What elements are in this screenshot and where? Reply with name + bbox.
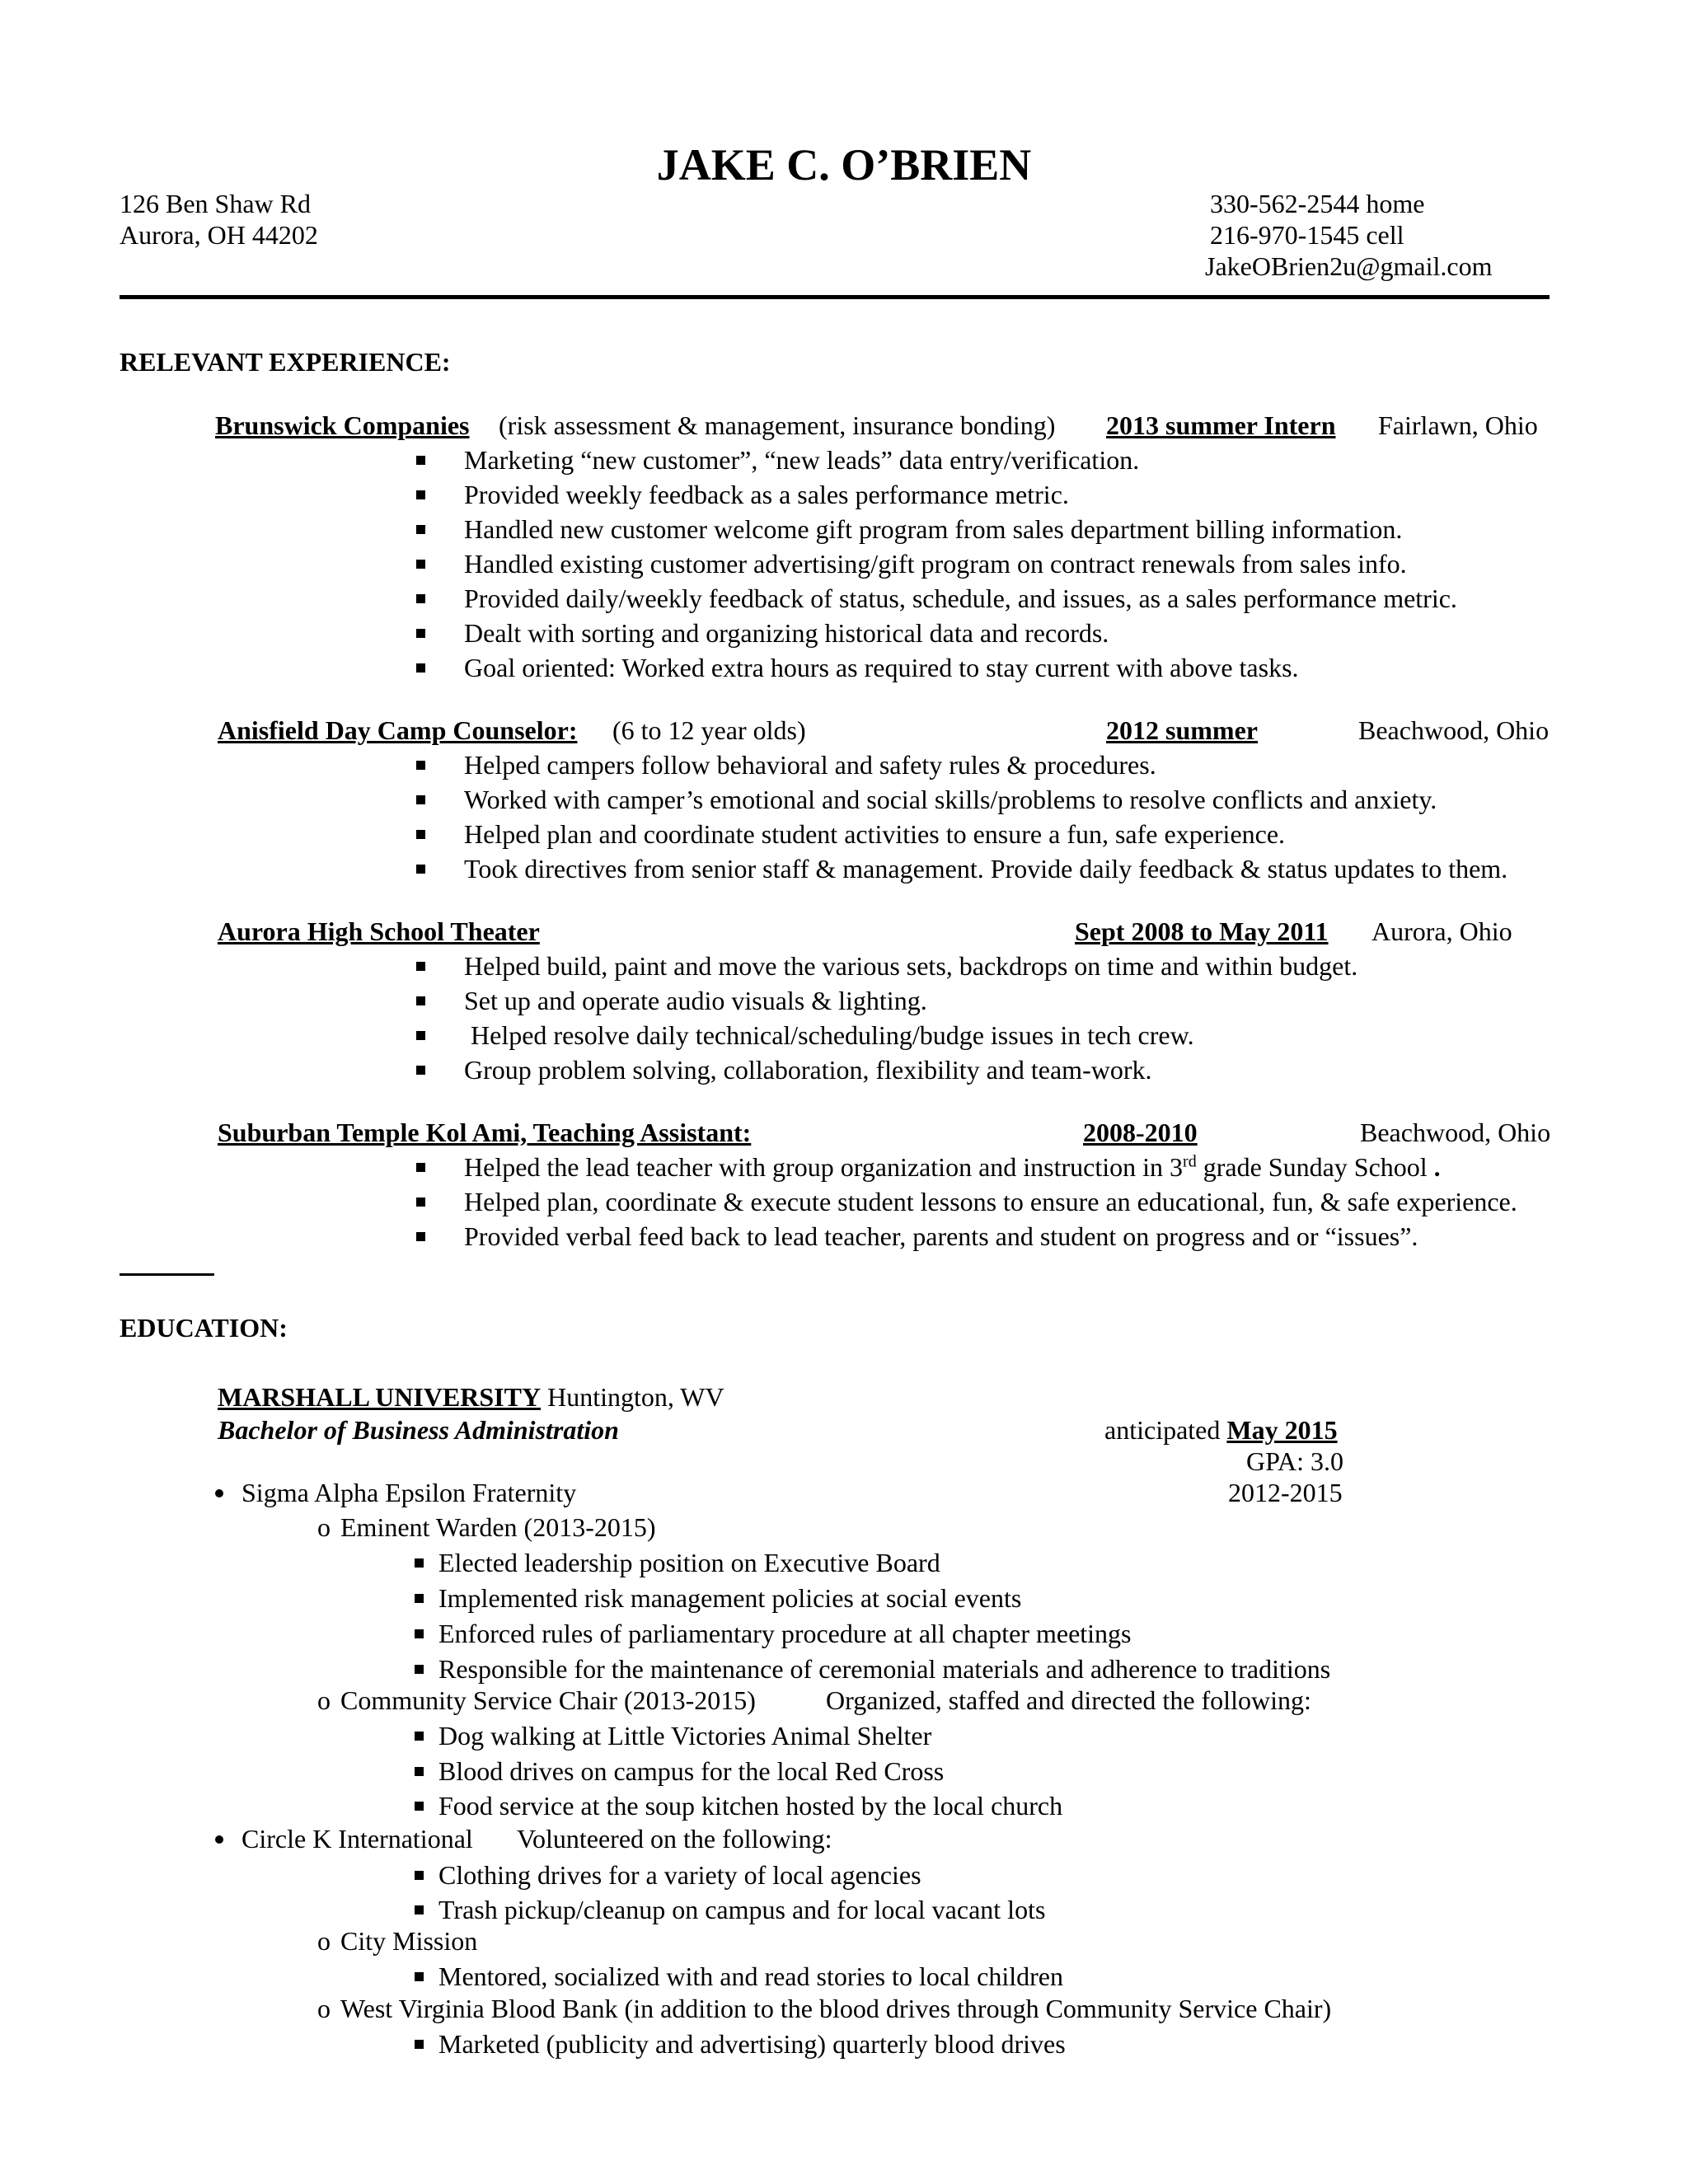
job-company: Brunswick Companies (215, 410, 470, 440)
square-bullet-icon (415, 1594, 424, 1603)
list-item-text: Mentored, socialized with and read stories to local children (438, 1961, 1063, 1991)
list-item (415, 1790, 424, 1821)
list-item-text: Food service at the soup kitchen hosted by the local church (438, 1791, 1063, 1821)
list-item (416, 1054, 425, 1085)
circle-bullet-icon: o (317, 1685, 331, 1715)
address-line-1: 126 Ben Shaw Rd (120, 189, 311, 218)
list-item (416, 1221, 425, 1252)
list-item (415, 1894, 424, 1925)
list-item (415, 2028, 424, 2060)
square-bullet-icon (415, 1629, 424, 1638)
list-item (415, 1755, 424, 1787)
job-date: 2008-2010 (1083, 1118, 1198, 1147)
list-item (415, 1961, 424, 1992)
list-item-text: Worked with camper’s emotional and social skills/problems to resolve conflicts and anxiety. (464, 785, 1437, 814)
section-divider (120, 1273, 214, 1276)
square-bullet-icon (416, 865, 425, 874)
list-item-text: Responsible for the maintenance of ceremonial materials and adherence to traditions (438, 1654, 1331, 1684)
list-item (415, 1653, 424, 1685)
list-item-text: Provided weekly feedback as a sales performance metric. (464, 480, 1069, 509)
job-date: Sept 2008 to May 2011 (1075, 916, 1329, 946)
list-item-text: Took directives from senior staff & management. Provide daily feedback & status updates to them. (464, 854, 1508, 883)
list-item (416, 749, 425, 780)
list-item (416, 617, 425, 649)
anticipated-label: anticipated (1104, 1415, 1227, 1445)
list-item-text: Elected leadership position on Executive Board (438, 1548, 940, 1577)
list-item (416, 1019, 425, 1051)
list-item-text: Handled existing customer advertising/gift program on contract renewals from sales info. (464, 549, 1407, 579)
job-description: (risk assessment & management, insurance bonding) (499, 410, 1056, 440)
square-bullet-icon (416, 1232, 425, 1241)
square-bullet-icon (415, 1905, 424, 1915)
list-item-text: Set up and operate audio visuals & lighting. (464, 986, 927, 1015)
activity-name: Circle K International (241, 1824, 473, 1854)
circle-bullet-icon: o (317, 1926, 331, 1956)
list-item-text: Marketing “new customer”, “new leads” data entry/verification. (464, 445, 1140, 475)
list-item (215, 1477, 223, 1508)
job-company: Anisfield Day Camp Counselor: (218, 715, 578, 745)
role-name: West Virginia Blood Bank (in addition to the blood drives through Community Service Chair) (340, 1994, 1332, 2023)
role-note: Organized, staffed and directed the following: (826, 1685, 1311, 1715)
list-item (416, 444, 425, 476)
round-bullet-icon (215, 1835, 223, 1844)
school-location: Huntington, WV (541, 1382, 724, 1412)
square-bullet-icon (416, 629, 425, 638)
job-location: Fairlawn, Ohio (1378, 410, 1538, 440)
role-name: City Mission (340, 1926, 478, 1956)
list-item (416, 784, 425, 815)
square-bullet-icon (415, 1665, 424, 1674)
list-item-text: Dealt with sorting and organizing historical data and records. (464, 618, 1109, 648)
square-bullet-icon (416, 1066, 425, 1075)
list-item (416, 950, 425, 982)
list-item-text: Helped build, paint and move the various sets, backdrops on time and within budget. (464, 951, 1358, 981)
degree: Bachelor of Business Administration (218, 1415, 619, 1445)
list-item (416, 652, 425, 683)
list-item (416, 1186, 425, 1217)
square-bullet-icon (416, 996, 425, 1005)
list-item-text: Helped plan, coordinate & execute student lessons to ensure an educational, fun, & safe experience. (464, 1187, 1517, 1216)
list-item (416, 853, 425, 884)
list-item-text: Enforced rules of parliamentary procedure at all chapter meetings (438, 1619, 1132, 1648)
job-date: 2012 summer (1106, 715, 1258, 745)
list-item-text: Blood drives on campus for the local Red Cross (438, 1756, 945, 1786)
job-company: Aurora High School Theater (218, 916, 540, 946)
list-item (416, 583, 425, 614)
list-item (415, 1618, 424, 1649)
round-bullet-icon (215, 1489, 223, 1497)
list-item-text: Implemented risk management policies at social events (438, 1583, 1022, 1613)
list-item-text: Group problem solving, collaboration, flexibility and team-work. (464, 1055, 1152, 1085)
text-part: Helped the lead teacher with group organization and instruction in 3 (464, 1152, 1184, 1182)
square-bullet-icon (416, 1163, 425, 1172)
header-divider (120, 295, 1550, 299)
square-bullet-icon (416, 1197, 425, 1207)
list-item-text: Handled new customer welcome gift program from sales department billing information. (464, 514, 1403, 544)
activity-years: 2012-2015 (1228, 1478, 1343, 1507)
anticipated-graduation (1104, 1414, 1338, 1446)
role-name: Eminent Warden (2013-2015) (340, 1512, 656, 1542)
list-item-text: Helped campers follow behavioral and safety rules & procedures. (464, 750, 1156, 780)
list-item-text: Dog walking at Little Victories Animal Shelter (438, 1721, 932, 1750)
school (218, 1381, 724, 1413)
list-item (415, 1582, 424, 1614)
applicant-name: JAKE C. O’BRIEN (656, 140, 1032, 190)
square-bullet-icon (416, 594, 425, 603)
email[interactable]: JakeOBrien2u@gmail.com (1205, 251, 1493, 281)
activity-note: Volunteered on the following: (517, 1824, 832, 1854)
job-company: Suburban Temple Kol Ami, Teaching Assistant: (218, 1118, 752, 1147)
square-bullet-icon (415, 1972, 424, 1981)
list-item-text: Helped resolve daily technical/scheduling/budge issues in tech crew. (464, 1020, 1194, 1050)
list-item (415, 1547, 424, 1578)
experience-heading: RELEVANT EXPERIENCE: (120, 347, 451, 377)
square-bullet-icon (416, 1031, 425, 1040)
list-item (416, 818, 425, 850)
text-part: . (1427, 1152, 1441, 1182)
phone-cell: 216-970-1545 cell (1210, 220, 1404, 250)
list-item (416, 548, 425, 579)
list-item-text: Provided verbal feed back to lead teacher, parents and student on progress and or “issues”. (464, 1221, 1418, 1251)
list-item-text: Trash pickup/cleanup on campus and for local vacant lots (438, 1895, 1046, 1924)
list-item (215, 1823, 223, 1854)
square-bullet-icon (416, 962, 425, 971)
circle-bullet-icon: o (317, 1512, 331, 1542)
list-item-text: Clothing drives for a variety of local agencies (438, 1860, 921, 1890)
square-bullet-icon (415, 2040, 424, 2049)
square-bullet-icon (415, 1767, 424, 1776)
list-item-text: Marketed (publicity and advertising) quarterly blood drives (438, 2029, 1066, 2059)
square-bullet-icon (415, 1558, 424, 1568)
list-item-text: Goal oriented: Worked extra hours as required to stay current with above tasks. (464, 653, 1299, 682)
school-name: MARSHALL UNIVERSITY (218, 1382, 542, 1412)
job-description: (6 to 12 year olds) (612, 715, 806, 745)
text-part: grade Sunday School (1196, 1152, 1428, 1182)
circle-bullet-icon: o (317, 1994, 331, 2023)
square-bullet-icon (416, 795, 425, 804)
education-heading: EDUCATION: (120, 1313, 288, 1343)
square-bullet-icon (416, 525, 425, 534)
job-date: 2013 summer Intern (1106, 410, 1336, 440)
square-bullet-icon (416, 830, 425, 839)
anticipated-date: May 2015 (1226, 1415, 1338, 1445)
list-item-text (464, 1151, 1441, 1183)
list-item (416, 479, 425, 510)
square-bullet-icon (416, 456, 425, 465)
list-item (415, 1859, 424, 1891)
superscript: rd (1183, 1152, 1197, 1171)
square-bullet-icon (415, 1732, 424, 1741)
list-item-text: Provided daily/weekly feedback of status, schedule, and issues, as a sales performance metric. (464, 583, 1457, 613)
list-item-text: Helped plan and coordinate student activities to ensure a fun, safe experience. (464, 819, 1286, 849)
list-item (416, 1151, 425, 1183)
role-name: Community Service Chair (2013-2015) (340, 1685, 756, 1715)
square-bullet-icon (416, 663, 425, 673)
list-item (416, 513, 425, 545)
square-bullet-icon (416, 560, 425, 569)
job-location: Beachwood, Ohio (1360, 1118, 1551, 1147)
phone-home: 330-562-2544 home (1210, 189, 1425, 218)
address-line-2: Aurora, OH 44202 (120, 220, 318, 250)
square-bullet-icon (415, 1802, 424, 1811)
job-location: Beachwood, Ohio (1358, 715, 1550, 745)
square-bullet-icon (415, 1871, 424, 1880)
list-item (416, 985, 425, 1016)
job-location: Aurora, Ohio (1372, 916, 1512, 946)
activity-name: Sigma Alpha Epsilon Fraternity (241, 1478, 577, 1507)
square-bullet-icon (416, 490, 425, 499)
square-bullet-icon (416, 761, 425, 770)
list-item (415, 1720, 424, 1751)
gpa: GPA: 3.0 (1246, 1446, 1343, 1476)
